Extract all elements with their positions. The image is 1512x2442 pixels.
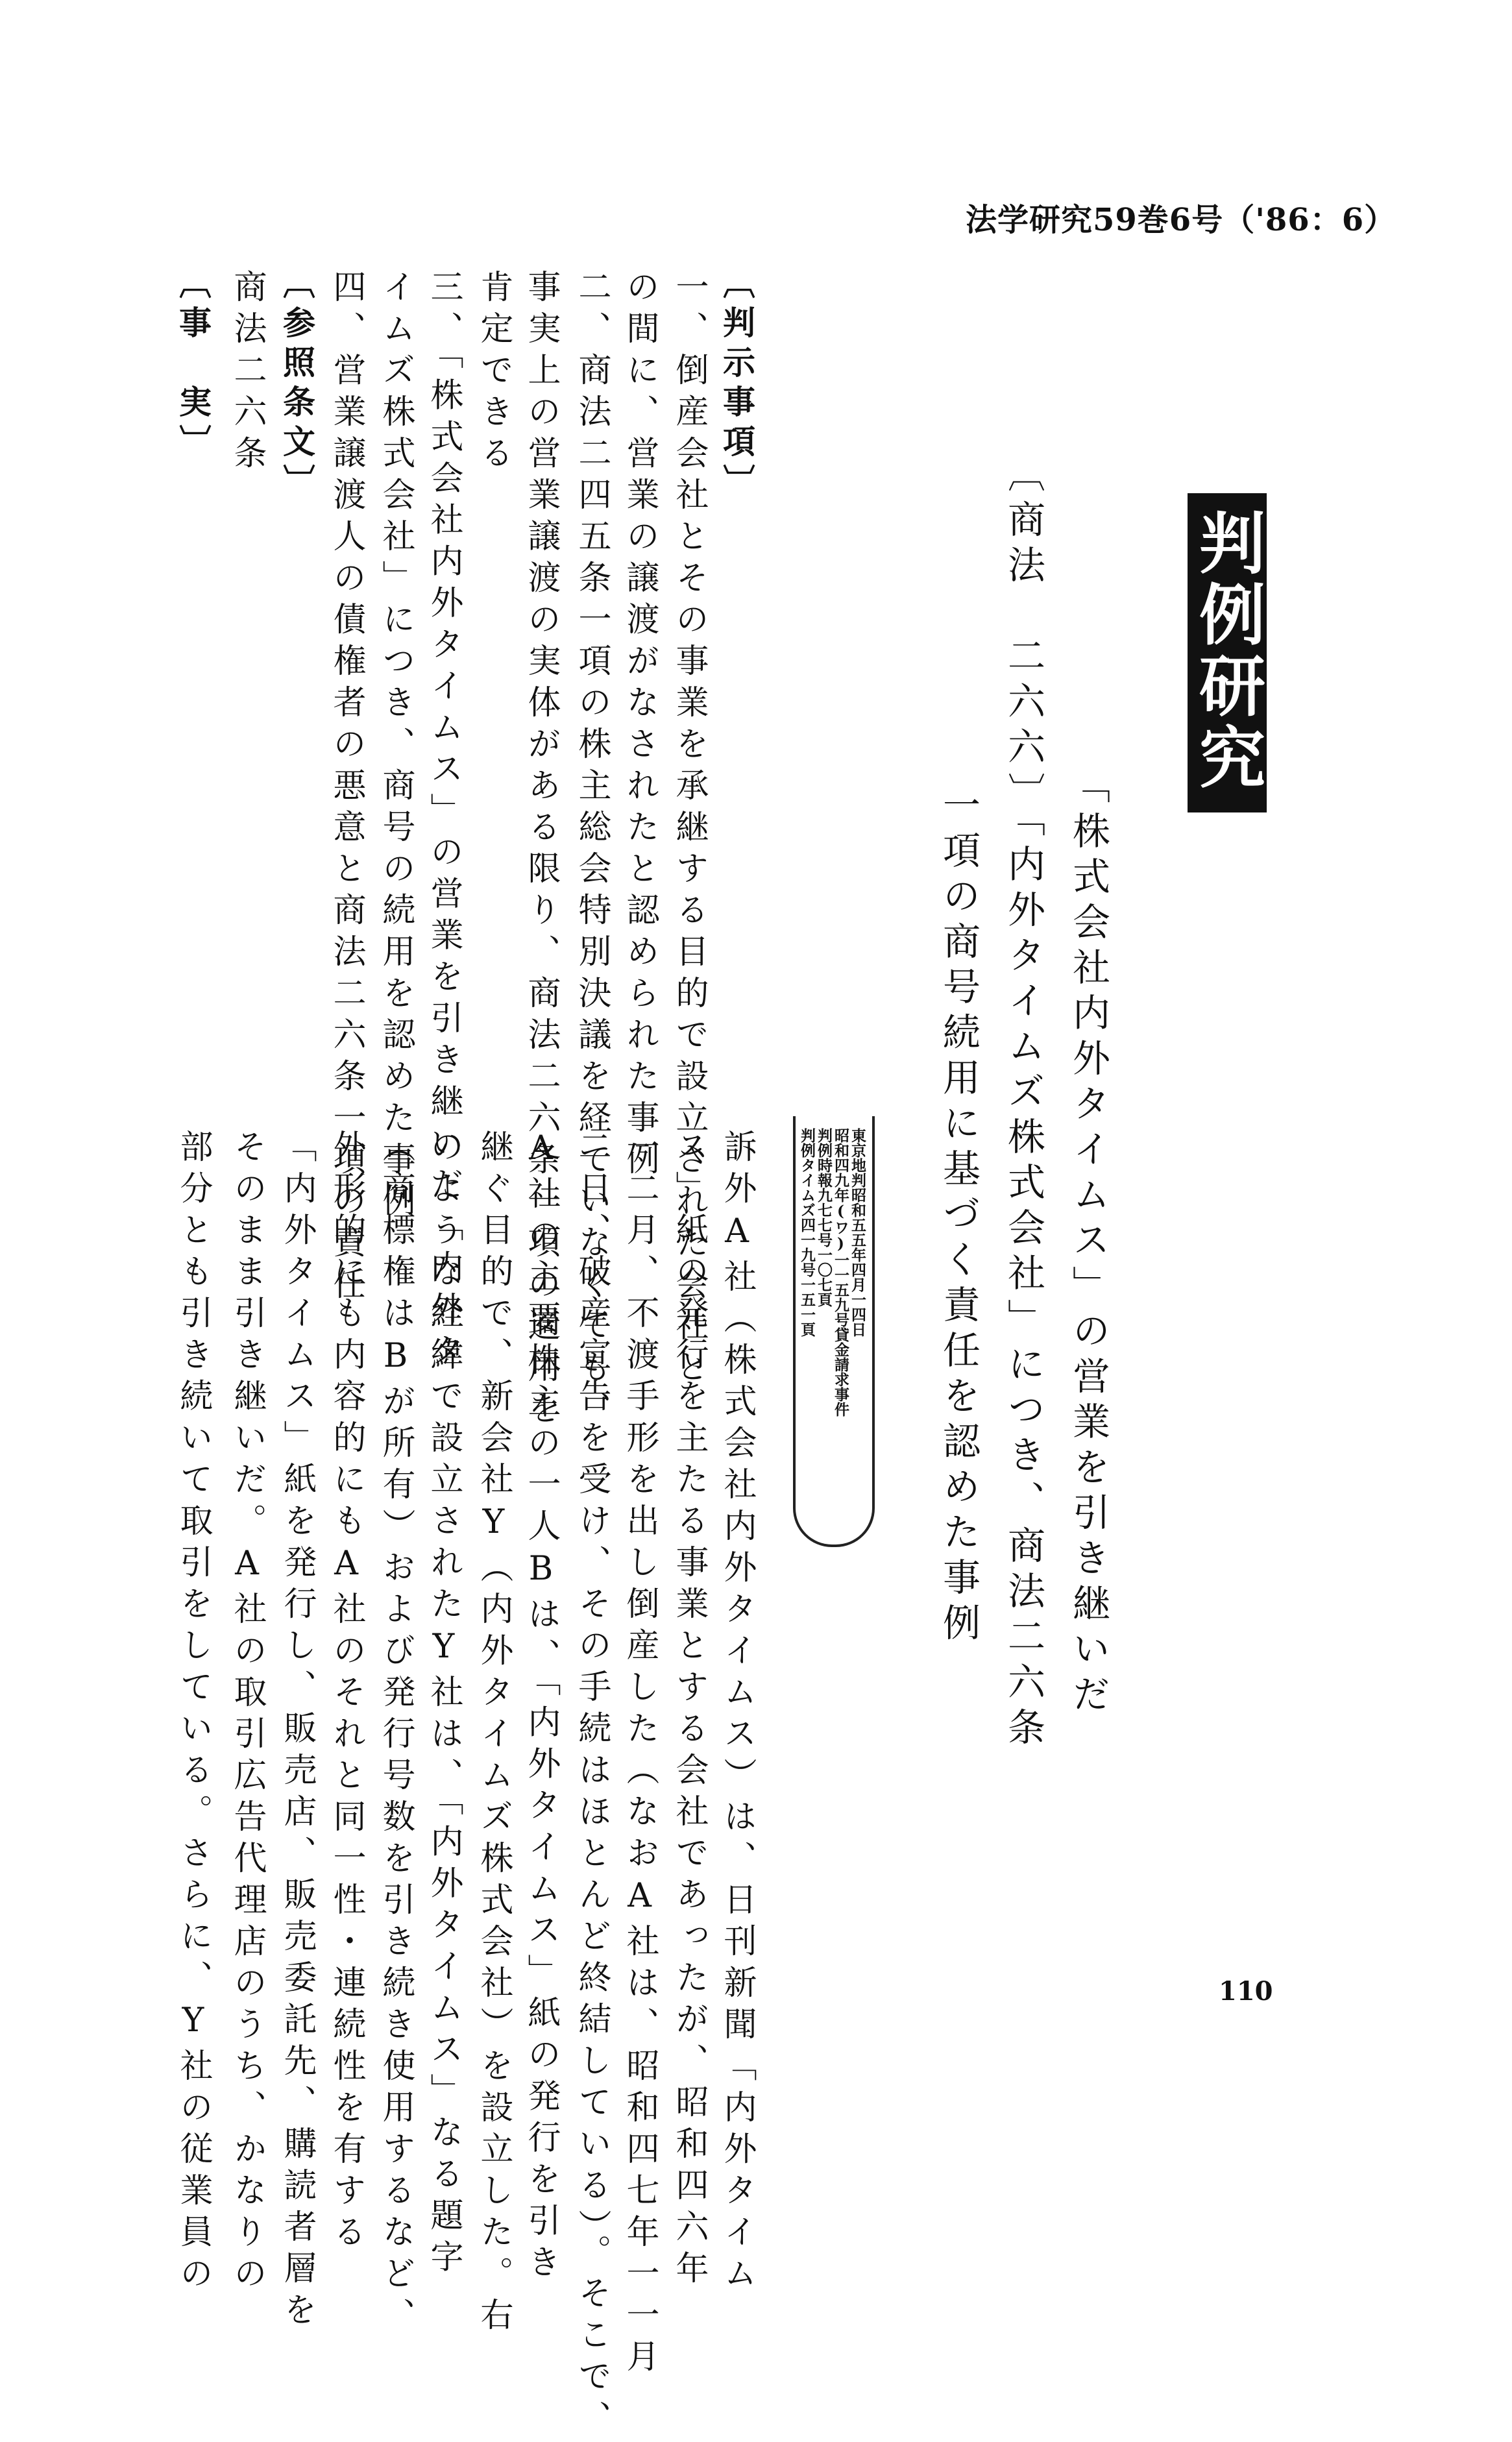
title-line-3: 一項の商号続用に基づく責任を認めた事例 xyxy=(936,785,981,1648)
facts-line-8: （商標権はBが所有）および発行号数を引き続き使用するなど、 xyxy=(376,1129,415,2339)
section-badge: 判例研究 xyxy=(1188,493,1267,812)
facts-line-7: のような経緯で設立されたY社は、「内外タイムス」なる題字 xyxy=(424,1129,463,2281)
facts-line-5: A社の主要株主の一人Bは、「内外タイムス」紙の発行を引き xyxy=(522,1129,560,2286)
summary-line-6: 三、「株式会社内外タイムス」の営業を引き継いだ「内外タ xyxy=(424,269,463,1374)
facts-line-12: 部分とも引き続いて取引をしている。さらに、Y社の従業員の xyxy=(174,1129,212,2297)
facts-heading: 〔事 実〕 xyxy=(174,266,212,464)
reference-heading: 〔参照条文〕 xyxy=(278,266,316,504)
reference-line: 商法二六条 xyxy=(228,269,266,477)
summary-line-5: 肯定できる xyxy=(474,269,513,477)
summary-line-1: 一、倒産会社とその事業を承継する目的で設立された会社と xyxy=(670,269,708,1391)
facts-line-10: 「内外タイムス」紙を発行し、販売店、販売委託先、購読者層を xyxy=(278,1129,316,2334)
journal-header: 法学研究59巻6号（'86：6） xyxy=(966,202,1396,238)
facts-line-2: ス」紙の発行を主たる事業とする会社であったが、昭和四六年 xyxy=(670,1129,708,2292)
case-citation-4: 判例タイムズ四一九号一五一頁 xyxy=(798,1128,816,1337)
case-citation-2: 昭和四九年(ワ)一一五九号貸金請求事件 xyxy=(832,1128,849,1417)
facts-line-11: そのまま引き継いだ。A社の取引広告代理店のうち、かなりの xyxy=(228,1129,266,2297)
summary-line-2: の間に、営業の譲渡がなされたと認められた事例 xyxy=(620,269,659,1183)
case-citation-1: 東京地判昭和五五年四月一四日 xyxy=(849,1128,866,1337)
summary-line-3: 二、商法二四五条一項の株主総会特別決議を経ていなくても、 xyxy=(572,269,611,1432)
page-number: 110 xyxy=(1219,1976,1273,2007)
facts-line-4: 二日、破産宣告を受け、その手続はほとんど終結している）。そこで、 xyxy=(572,1129,611,2442)
summary-line-8: 四、営業譲渡人の債権者の悪意と商法二六条一項の責任 xyxy=(327,269,365,1308)
case-citation-3: 判例時報九七七号一〇七頁 xyxy=(815,1128,833,1307)
summary-line-4: 事実上の営業譲渡の実体がある限り、商法二六条一項の適用を xyxy=(522,269,560,1432)
summary-line-7: イムズ株式会社」につき、商号の続用を認めた事例 xyxy=(376,269,415,1225)
facts-line-1: 訴外A社（株式会社内外タイムス）は、日刊新聞「内外タイム xyxy=(718,1129,756,2297)
title-line-1: 「株式会社内外タイムス」の営業を引き継いだ xyxy=(1066,766,1110,1720)
facts-line-9: 外形的にも内容的にもA社のそれと同一性・連続性を有する xyxy=(327,1129,365,2256)
citation-bracket xyxy=(793,1116,875,1547)
facts-line-3: 一二月、不渡手形を出し倒産した（なおA社は、昭和四七年一一月 xyxy=(620,1129,659,2380)
facts-line-6: 継ぐ目的で、新会社Y（内外タイムズ株式会社）を設立した。右 xyxy=(474,1129,513,2339)
summary-heading: 〔判示事項〕 xyxy=(718,266,756,504)
title-line-2: 〔商法 二六六〕「内外タイムズ株式会社」につき、商法二六条 xyxy=(1001,454,1045,1753)
